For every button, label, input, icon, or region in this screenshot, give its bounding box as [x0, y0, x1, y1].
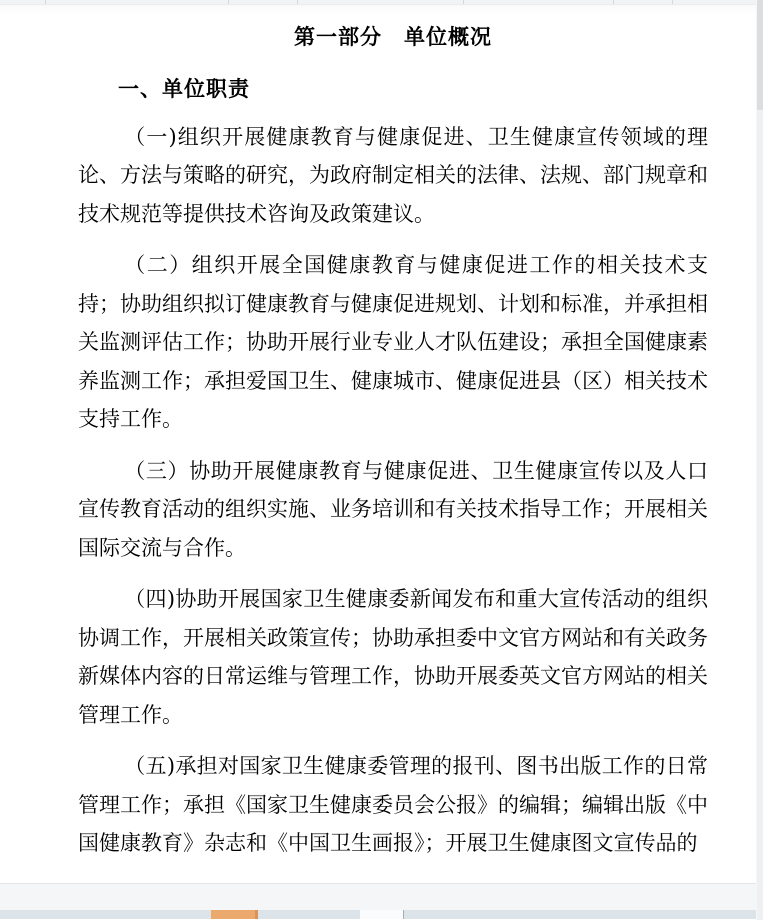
ruler-tick	[613, 0, 614, 4]
ruler-tick	[672, 0, 673, 4]
document-body	[78, 118, 708, 863]
ruler-tick	[228, 0, 229, 4]
paragraph-2: （二）组织开展全国健康教育与健康促进工作的相关技术支持；协助组织拟订健康教育与健康促进规划、计划和标准，并承担相关监测评估工作；协助开展行业专业人才队伍建设；承担全国健康素养监测工作；承担爱国卫生、健康城市、健康促进县（区）相关技术支持工作。	[78, 253, 708, 431]
ruler-tick	[463, 0, 464, 4]
vertical-scroll-thumb[interactable]	[757, 0, 763, 110]
scrollbar-divider	[403, 910, 404, 919]
vertical-scrollbar[interactable]	[756, 0, 763, 920]
section-heading: 一、单位职责	[118, 78, 250, 101]
horizontal-scroll-thumb[interactable]	[211, 910, 258, 919]
document-title: 第一部分 单位概况	[294, 26, 492, 49]
horizontal-scrollbar[interactable]	[0, 910, 763, 919]
paragraph-5: （五)承担对国家卫生健康委管理的报刊、图书出版工作的日常管理工作；承担《国家卫生健康委员会公报》的编辑；编辑出版《中国健康教育》杂志和《中国卫生画报》；开展卫生健康图文宣传品的	[78, 754, 708, 855]
paragraph-3: （三）协助开展健康教育与健康促进、卫生健康宣传以及人口宣传教育活动的组织实施、业务培训和有关技术指导工作；开展相关国际交流与合作。	[78, 458, 708, 560]
ruler-tick	[45, 0, 46, 4]
document-page	[0, 5, 763, 883]
scrollbar-gap	[360, 910, 403, 919]
paragraph-1: （一)组织开展健康教育与健康促进、卫生健康宣传领域的理论、方法与策略的研究，为政府制定相关的法律、法规、部门规章和技术规范等提供技术咨询及政策建议。	[78, 124, 708, 226]
ruler-tick	[297, 0, 298, 4]
canvas-gap	[0, 883, 763, 911]
paragraph-4: （四)协助开展国家卫生健康委新闻发布和重大宣传活动的组织协调工作，开展相关政策宣传；协助承担委中文官方网站和有关政务新媒体内容的日常运维与管理工作，协助开展委英文官方网站的相关管理工作。	[78, 587, 708, 727]
